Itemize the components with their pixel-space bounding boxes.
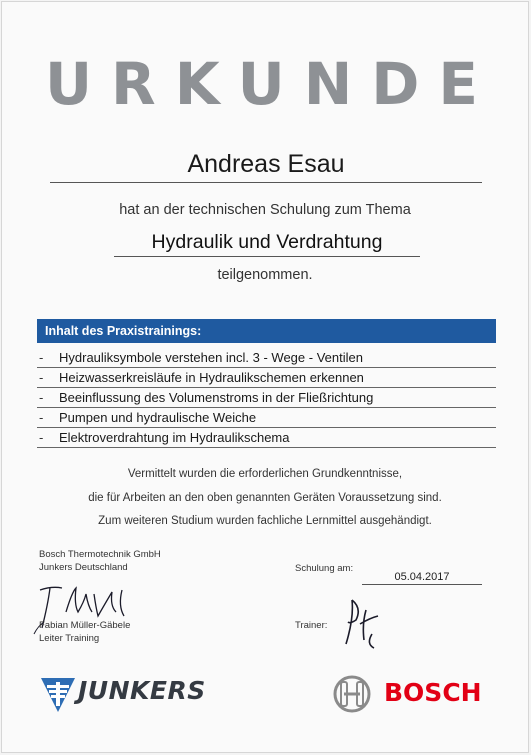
content-item-text: Beeinflussung des Volumenstroms in der Fließrichtung bbox=[59, 390, 374, 405]
signer-role: Leiter Training bbox=[39, 633, 100, 644]
certificate-page bbox=[1, 1, 529, 753]
content-item-text: Heizwasserkreisläufe in Hydraulikschemen erkennen bbox=[59, 370, 364, 385]
content-item bbox=[37, 348, 496, 368]
signer-name: Fabian Müller-Gäbele bbox=[39, 620, 131, 631]
junkers-emblem-icon bbox=[40, 676, 76, 714]
training-date: 05.04.2017 bbox=[362, 571, 482, 585]
outro-text: teilgenommen. bbox=[217, 267, 313, 283]
company-division: Junkers Deutschland bbox=[39, 562, 128, 573]
bullet-dash: - bbox=[39, 370, 44, 385]
recipient-name: Andreas Esau bbox=[50, 150, 482, 183]
bosch-armature-icon bbox=[332, 674, 372, 714]
content-item-text: Elektroverdrahtung im Hydraulikschema bbox=[59, 430, 290, 445]
company-name: Bosch Thermotechnik GmbH bbox=[39, 549, 161, 560]
content-item-text: Hydrauliksymbole verstehen incl. 3 - Wege - Ventilen bbox=[59, 350, 363, 365]
content-item bbox=[37, 368, 496, 388]
junkers-wordmark: JUNKERS bbox=[78, 676, 206, 705]
statement-line-3: Zum weiteren Studium wurden fachliche Lernmittel ausgehändigt. bbox=[98, 515, 432, 527]
content-item-text: Pumpen und hydraulische Weiche bbox=[59, 410, 257, 425]
content-header: Inhalt des Praxistrainings: bbox=[37, 319, 496, 343]
date-label: Schulung am: bbox=[295, 563, 354, 574]
bullet-dash: - bbox=[39, 390, 44, 405]
bosch-logo bbox=[332, 674, 482, 719]
certificate-title: URKUNDE bbox=[44, 50, 498, 118]
junkers-logo bbox=[40, 676, 206, 719]
trainer-signature bbox=[336, 594, 386, 650]
content-item bbox=[37, 388, 496, 408]
statement-line-2: die für Arbeiten an den oben genannten Geräten Voraussetzung sind. bbox=[88, 492, 442, 504]
trainer-label: Trainer: bbox=[295, 620, 328, 631]
content-item bbox=[37, 408, 496, 428]
bullet-dash: - bbox=[39, 350, 44, 365]
bosch-wordmark: BOSCH bbox=[384, 678, 482, 707]
training-topic: Hydraulik und Verdrahtung bbox=[114, 231, 420, 257]
bullet-dash: - bbox=[39, 410, 44, 425]
content-item bbox=[37, 428, 496, 448]
intro-text: hat an der technischen Schulung zum Thema bbox=[119, 202, 411, 218]
statement-line-1: Vermittelt wurden die erforderlichen Grundkenntnisse, bbox=[127, 468, 403, 480]
bullet-dash: - bbox=[39, 430, 44, 445]
content-list bbox=[37, 348, 496, 448]
